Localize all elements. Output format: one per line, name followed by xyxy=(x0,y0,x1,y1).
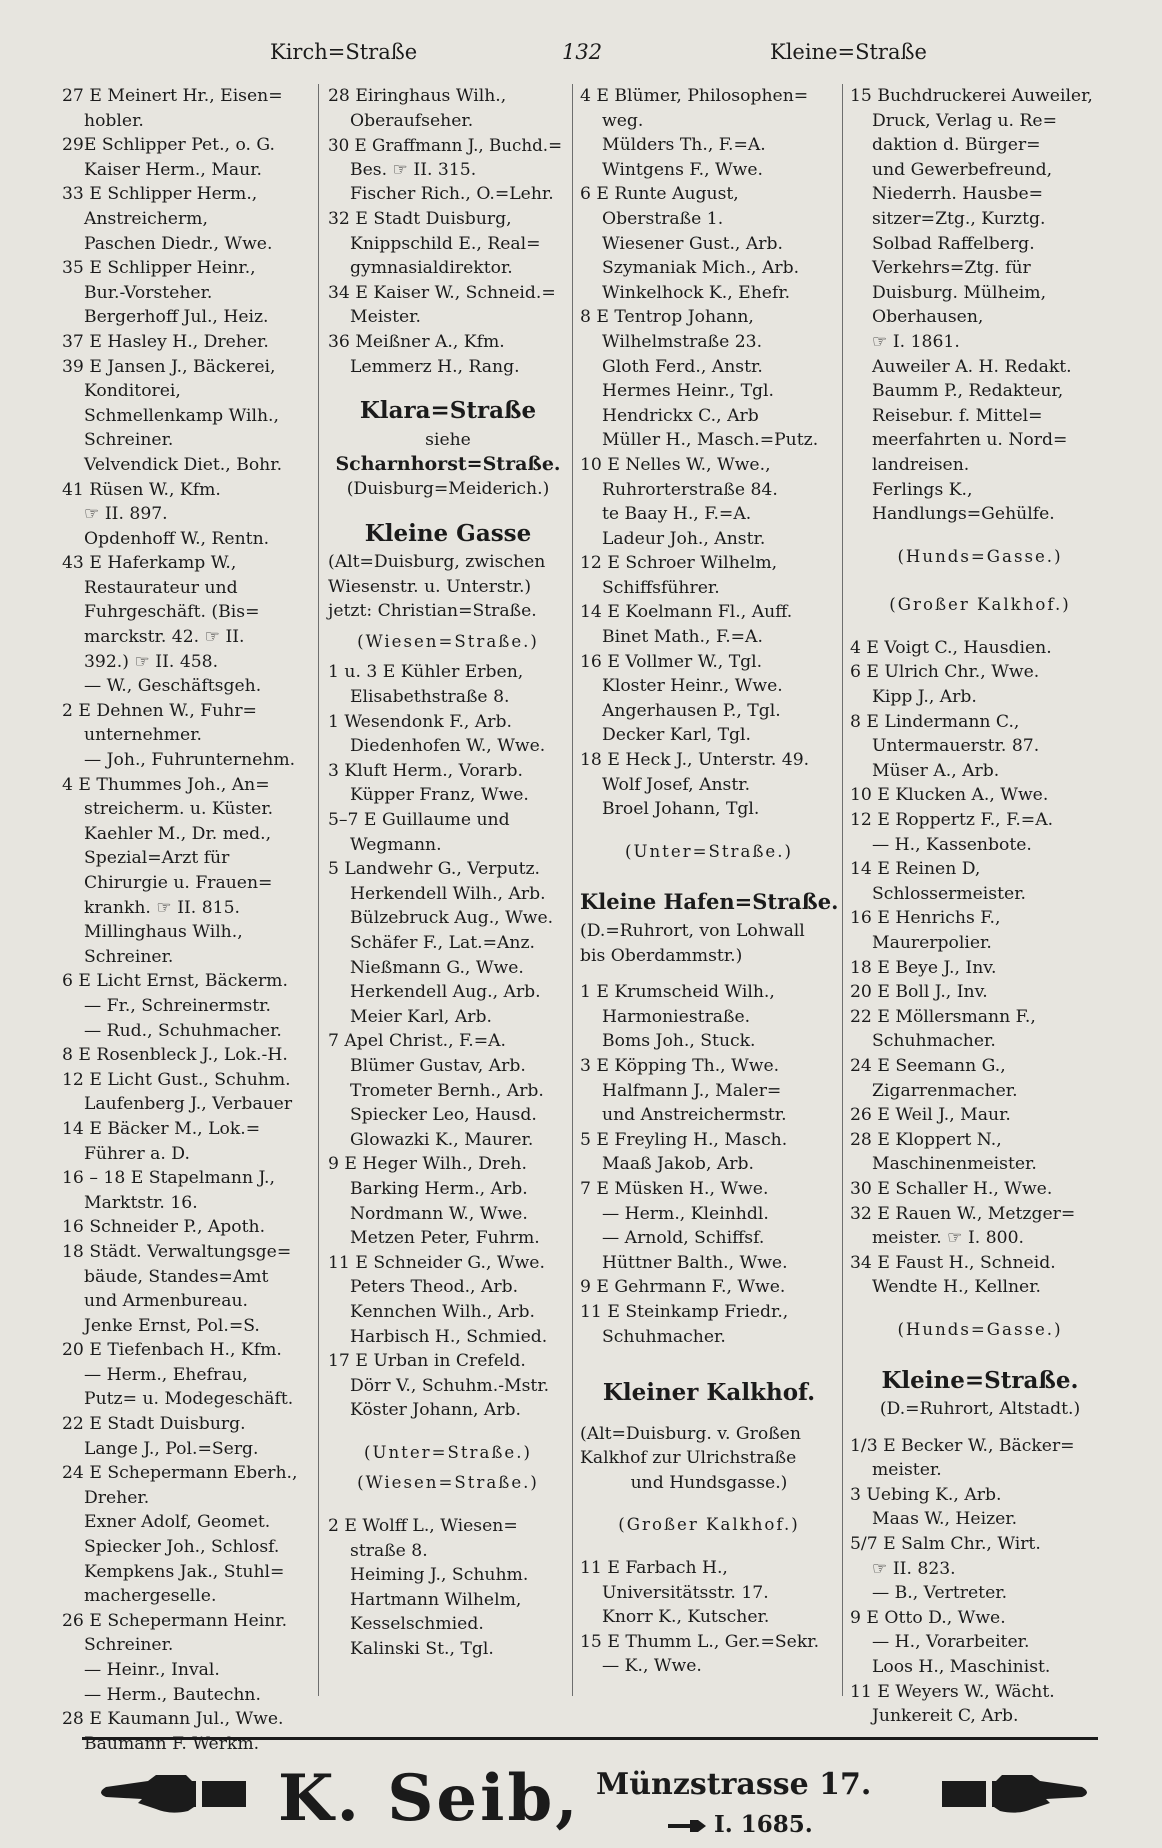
directory-entry: Untermauerstr. 87. xyxy=(872,736,1040,757)
directory-entry: straße 8. xyxy=(350,1540,428,1561)
directory-entry: 6 E Ulrich Chr., Wwe. xyxy=(850,662,1040,683)
directory-entry: 30 E Graffmann J., Buchd.= xyxy=(328,135,563,156)
spacer xyxy=(850,575,1110,587)
advertiser-name: K. Seib, xyxy=(278,1761,581,1836)
directory-entry: — Herm., Bautechn. xyxy=(84,1684,261,1705)
directory-entry: Oberhausen, xyxy=(872,307,984,328)
directory-entry: machergeselle. xyxy=(84,1586,217,1607)
directory-entry: 22 E Stadt Duisburg. xyxy=(62,1414,246,1435)
street-note: (D.=Ruhrort, Altstadt.) xyxy=(879,1399,1081,1420)
street-heading: Kleine=Straße. xyxy=(881,1366,1079,1394)
directory-entry: meister. xyxy=(872,1460,942,1481)
directory-entry: 14 E Reinen D, xyxy=(850,859,981,880)
directory-entry: unternehmer. xyxy=(84,725,203,746)
directory-entry: Müser A., Arb. xyxy=(872,760,1000,781)
directory-entry: Angerhausen P., Tgl. xyxy=(602,700,781,721)
cross-street: (Hunds=Gasse.) xyxy=(897,1319,1063,1339)
directory-entry: 3 Uebing K., Arb. xyxy=(850,1484,1002,1505)
directory-entry: Ferlings K., xyxy=(872,479,973,500)
directory-entry: Wiesener Gust., Arb. xyxy=(602,233,783,254)
directory-entry: 7 Apel Christ., F.=A. xyxy=(328,1031,506,1052)
page-header xyxy=(0,40,1162,70)
directory-entry: Hüttner Balth., Wwe. xyxy=(602,1252,788,1273)
directory-entry: 24 E Seemann G., xyxy=(850,1055,1006,1076)
directory-entry: Kesselschmied. xyxy=(350,1614,484,1635)
directory-entry: ☞ II. 823. xyxy=(872,1558,956,1579)
spacer xyxy=(580,968,838,980)
directory-entry: Meister. xyxy=(350,307,421,328)
directory-entry: Winkelhock K., Ehefr. xyxy=(602,282,791,303)
directory-entry: 16 E Henrichs F., xyxy=(850,908,1001,929)
directory-entry: daktion d. Bürger= xyxy=(872,135,1041,156)
directory-entry: und Armenbureau. xyxy=(84,1291,249,1312)
pointing-hand-right-icon xyxy=(942,1773,1092,1817)
directory-entry: 15 Buchdruckerei Auweiler, xyxy=(850,86,1093,106)
directory-entry: — K., Wwe. xyxy=(602,1656,702,1677)
directory-entry: ☞ II. 897. xyxy=(84,504,168,525)
directory-entry: 17 E Urban in Crefeld. xyxy=(328,1351,526,1372)
directory-entry: Meier Karl, Arb. xyxy=(350,1006,492,1027)
directory-entry: Dreher. xyxy=(84,1487,150,1508)
directory-entry: Schuhmacher. xyxy=(602,1326,726,1347)
spacer xyxy=(580,870,838,882)
directory-entry: Maschinenmeister. xyxy=(872,1154,1037,1175)
directory-entry: Schlossermeister. xyxy=(872,883,1026,904)
directory-entry: Halfmann J., Maler= xyxy=(602,1080,782,1101)
directory-entry: Mülders Th., F.=A. xyxy=(602,135,766,156)
directory-entry: 12 E Schroer Wilhelm, xyxy=(580,553,778,574)
directory-entry: 16 – 18 E Stapelmann J., xyxy=(62,1168,275,1189)
column-4 xyxy=(850,84,1110,1729)
directory-entry: Wolf Josef, Anstr. xyxy=(602,774,751,795)
spacer xyxy=(580,1349,838,1361)
directory-entry: 4 E Blümer, Philosophen= xyxy=(580,86,809,106)
spacer xyxy=(580,822,838,834)
directory-entry: Kloster Heinr., Wwe. xyxy=(602,676,783,697)
directory-entry: und Gewerbefreund, xyxy=(872,159,1053,180)
directory-entry: Küpper Franz, Wwe. xyxy=(350,785,529,806)
directory-entry: sitzer=Ztg., Kurztg. xyxy=(872,208,1046,229)
directory-entry: — Joh., Fuhrunternehm. xyxy=(84,750,296,771)
directory-entry: 30 E Schaller H., Wwe. xyxy=(850,1178,1053,1199)
directory-entry: 35 E Schlipper Heinr., xyxy=(62,258,256,279)
directory-entry: 14 E Koelmann Fl., Auff. xyxy=(580,602,793,623)
directory-entry: landreisen. xyxy=(872,454,970,475)
street-note: (Duisburg=Meiderich.) xyxy=(346,478,550,499)
footer-rule xyxy=(82,1737,1098,1740)
directory-entry: Oberaufseher. xyxy=(350,110,474,131)
directory-entry: Kalkhof zur Ulrichstraße xyxy=(580,1448,797,1469)
directory-entry: Jenke Ernst, Pol.=S. xyxy=(84,1315,260,1336)
directory-entry: Restaurateur und xyxy=(84,577,238,598)
directory-entry: Schreiner. xyxy=(84,946,174,967)
directory-entry: 29E Schlipper Pet., o. G. xyxy=(62,135,276,156)
directory-entry: Diedenhofen W., Wwe. xyxy=(350,736,546,757)
directory-entry: 6 E Licht Ernst, Bäckerm. xyxy=(62,971,288,992)
spacer xyxy=(580,1544,838,1556)
directory-entry: Bergerhoff Jul., Heiz. xyxy=(84,307,269,328)
directory-entry: 16 E Vollmer W., Tgl. xyxy=(580,651,763,672)
directory-entry: Binet Math., F.=A. xyxy=(602,627,763,648)
directory-entry: 32 E Rauen W., Metzger= xyxy=(850,1203,1076,1224)
directory-entry: Fischer Rich., O.=Lehr. xyxy=(350,184,554,205)
directory-entry: Spiecker Leo, Hausd. xyxy=(350,1105,537,1126)
directory-entry: Blümer Gustav, Arb. xyxy=(350,1055,526,1076)
directory-entry: 27 E Meinert Hr., Eisen= xyxy=(62,86,283,106)
directory-entry: Laufenberg J., Verbauer xyxy=(84,1094,293,1115)
directory-entry: te Baay H., F.=A. xyxy=(602,504,752,525)
directory-entry: — B., Vertreter. xyxy=(872,1583,1008,1604)
directory-entry: Schuhmacher. xyxy=(872,1031,996,1052)
directory-entry: 2 E Wolff L., Wiesen= xyxy=(328,1516,518,1537)
directory-entry: Wendte H., Kellner. xyxy=(872,1277,1042,1298)
directory-entry: Konditorei, xyxy=(84,381,181,402)
directory-entry: Schreiner. xyxy=(84,430,174,451)
directory-entry: Bes. ☞ II. 315. xyxy=(350,159,477,180)
directory-entry: Wegmann. xyxy=(350,834,442,855)
directory-entry: 28 Eiringhaus Wilh., xyxy=(328,86,507,106)
column-divider xyxy=(572,84,573,1696)
directory-entry: 8 E Lindermann C., xyxy=(850,711,1020,732)
directory-entry: Dörr V., Schuhm.-Mstr. xyxy=(350,1375,550,1396)
directory-entry: 16 Schneider P., Apoth. xyxy=(62,1217,266,1238)
directory-entry: 11 E Schneider G., Wwe. xyxy=(328,1252,545,1273)
directory-entry: streicherm. u. Küster. xyxy=(84,799,274,820)
directory-entry: 11 E Farbach H., xyxy=(580,1558,728,1579)
column-divider xyxy=(318,84,319,1696)
directory-entry: krankh. ☞ II. 815. xyxy=(84,897,241,918)
directory-entry: 1 Wesendonk F., Arb. xyxy=(328,711,512,732)
directory-entry: Schmellenkamp Wilh., xyxy=(84,405,279,426)
directory-entry: — H., Kassenbote. xyxy=(872,834,1032,855)
directory-entry: Ladeur Joh., Anstr. xyxy=(602,528,766,549)
directory-entry: Broel Johann, Tgl. xyxy=(602,799,760,820)
directory-entry: jetzt: Christian=Straße. xyxy=(328,601,537,622)
cross-street: (Wiesen=Straße.) xyxy=(357,631,539,651)
directory-entry: Harmoniestraße. xyxy=(602,1006,751,1027)
directory-entry: 41 Rüsen W., Kfm. xyxy=(62,479,221,500)
directory-entry: 8 E Tentrop Johann, xyxy=(580,307,754,328)
directory-entry: Loos H., Maschinist. xyxy=(872,1657,1051,1678)
directory-entry: Führer a. D. xyxy=(84,1143,190,1164)
directory-entry: 1 E Krumscheid Wilh., xyxy=(580,982,775,1003)
directory-entry: Schäfer F., Lat.=Anz. xyxy=(350,933,535,953)
directory-entry: Knorr K., Kutscher. xyxy=(602,1607,770,1628)
directory-entry: 4 E Thummes Joh., An= xyxy=(62,774,270,795)
directory-entry: 26 E Schepermann Heinr. xyxy=(62,1610,288,1631)
directory-entry: Glowazki K., Maurer. xyxy=(350,1129,534,1150)
directory-entry: Heiming J., Schuhm. xyxy=(350,1565,529,1586)
directory-entry: 2 E Dehnen W., Fuhr= xyxy=(62,700,257,721)
directory-entry: Niederrh. Hausbe= xyxy=(872,184,1044,205)
directory-entry: Maurerpolier. xyxy=(872,933,992,953)
directory-entry: Hendrickx C., Arb xyxy=(602,405,759,426)
directory-entry: 5 E Freyling H., Masch. xyxy=(580,1129,788,1150)
directory-entry: Reisebur. f. Mittel= xyxy=(872,405,1043,426)
directory-entry: meerfahrten u. Nord= xyxy=(872,430,1068,451)
directory-entry: Lange J., Pol.=Serg. xyxy=(84,1438,259,1459)
directory-entry: 4 E Voigt C., Hausdien. xyxy=(850,637,1052,658)
directory-entry: Hartmann Wilhelm, xyxy=(350,1589,522,1610)
directory-entry: Trometer Bernh., Arb. xyxy=(350,1080,544,1101)
column-1 xyxy=(62,84,312,1756)
directory-entry: 28 E Kaumann Jul., Wwe. xyxy=(62,1709,284,1730)
directory-entry: Zigarrenmacher. xyxy=(872,1080,1018,1101)
directory-entry: Opdenhoff W., Rentn. xyxy=(84,528,270,549)
directory-entry: Exner Adolf, Geomet. xyxy=(84,1512,271,1533)
directory-entry: Hermes Heinr., Tgl. xyxy=(602,381,774,402)
header-left-street: Kirch=Straße xyxy=(270,40,418,64)
directory-entry: (Alt=Duisburg, zwischen xyxy=(328,552,546,573)
directory-entry: Kennchen Wilh., Arb. xyxy=(350,1301,536,1322)
directory-entry: Baumann F. Werkm. xyxy=(84,1733,260,1754)
directory-entry: Chirurgie u. Frauen= xyxy=(84,873,273,893)
directory-entry: Nordmann W., Wwe. xyxy=(350,1203,528,1224)
directory-entry: 9 E Heger Wilh., Dreh. xyxy=(328,1154,527,1175)
directory-entry: Duisburg. Mülheim, xyxy=(872,282,1047,303)
cross-street: (Hunds=Gasse.) xyxy=(897,546,1063,566)
advertiser-phone xyxy=(668,1811,813,1838)
directory-entry: Herkendell Aug., Arb. xyxy=(350,982,541,1003)
directory-entry: — W., Geschäftsgeh. xyxy=(84,676,262,697)
directory-entry: Szymaniak Mich., Arb. xyxy=(602,258,800,279)
directory-entry: Maas W., Heizer. xyxy=(872,1509,1018,1530)
directory-entry: Schreiner. xyxy=(84,1635,174,1656)
directory-entry: (D.=Ruhrort, von Lohwall xyxy=(580,921,805,941)
directory-entry: Fuhrgeschäft. (Bis= xyxy=(84,602,260,623)
page-number: 132 xyxy=(562,40,603,64)
directory-entry: Auweiler A. H. Redakt. xyxy=(872,356,1072,377)
directory-entry: 39 E Jansen J., Bäckerei, xyxy=(62,356,276,377)
pointing-hand-left-icon xyxy=(96,1773,246,1817)
directory-entry: 10 E Nelles W., Wwe., xyxy=(580,454,771,475)
directory-entry: 3 E Köpping Th., Wwe. xyxy=(580,1055,780,1076)
directory-entry: 8 E Rosenbleck J., Lok.-H. xyxy=(62,1045,288,1066)
directory-entry: Universitätsstr. 17. xyxy=(602,1582,769,1603)
directory-entry: 3 Kluft Herm., Vorarb. xyxy=(328,760,523,781)
directory-entry: Spezial=Arzt für xyxy=(84,848,230,869)
directory-entry: 18 Städt. Verwaltungsge= xyxy=(62,1241,292,1262)
directory-entry: 12 E Roppertz F., F.=A. xyxy=(850,810,1054,831)
spacer xyxy=(328,1423,568,1435)
street-note: und Hundsgasse.) xyxy=(630,1472,788,1493)
directory-entry: 12 E Licht Gust., Schuhm. xyxy=(62,1069,291,1090)
street-heading: Klara=Straße xyxy=(359,397,537,425)
directory-entry: Druck, Verlag u. Re= xyxy=(872,110,1057,131)
street-note: siehe xyxy=(425,429,471,450)
spacer xyxy=(580,1361,838,1373)
directory-entry: 18 E Heck J., Unterstr. 49. xyxy=(580,750,810,771)
directory-entry: 37 E Hasley H., Dreher. xyxy=(62,331,269,352)
directory-entry: 11 E Weyers W., Wächt. xyxy=(850,1681,1055,1702)
directory-entry: — Arnold, Schiffsf. xyxy=(602,1228,765,1249)
directory-entry: Oberstraße 1. xyxy=(602,208,724,229)
directory-entry: Peters Theod., Arb. xyxy=(350,1277,519,1298)
street-reference: Scharnhorst=Straße. xyxy=(335,453,561,476)
directory-entry: 36 Meißner A., Kfm. xyxy=(328,331,505,352)
directory-entry: Barking Herm., Arb. xyxy=(350,1178,528,1199)
directory-entry: Kaehler M., Dr. med., xyxy=(84,823,272,844)
cross-street: (Großer Kalkhof.) xyxy=(889,595,1071,615)
directory-entry: 26 E Weil J., Maur. xyxy=(850,1105,1011,1126)
advertisement-footer xyxy=(80,1745,1100,1845)
directory-entry: 5–7 E Guillaume und xyxy=(328,810,510,831)
phone-number: I. 1685. xyxy=(714,1811,813,1838)
directory-entry: Marktstr. 16. xyxy=(84,1192,198,1213)
directory-entry: Kalinski St., Tgl. xyxy=(350,1639,494,1660)
directory-entry: 18 E Beye J., Inv. xyxy=(850,957,997,978)
header-right-street: Kleine=Straße xyxy=(770,40,927,64)
spacer xyxy=(850,1349,1110,1361)
directory-entry: 33 E Schlipper Herm., xyxy=(62,184,258,205)
directory-entry: bäude, Standes=Amt xyxy=(84,1266,269,1287)
directory-entry: 5 Landwehr G., Verputz. xyxy=(328,859,540,880)
directory-entry: Decker Karl, Tgl. xyxy=(602,725,751,746)
cross-street: (Wiesen=Straße.) xyxy=(357,1473,539,1493)
directory-entry: Ruhrorterstraße 84. xyxy=(602,479,778,500)
spacer xyxy=(328,1502,568,1514)
directory-entry: Verkehrs=Ztg. für xyxy=(872,258,1031,279)
directory-entry: 11 E Steinkamp Friedr., xyxy=(580,1301,789,1322)
directory-entry: meister. ☞ I. 800. xyxy=(872,1228,1024,1249)
advertiser-address: Münzstrasse 17. xyxy=(596,1767,872,1802)
telephone-icon xyxy=(668,1818,706,1834)
spacer xyxy=(328,379,568,391)
directory-entry: Boms Joh., Stuck. xyxy=(602,1031,756,1052)
directory-entry: — Fr., Schreinermstr. xyxy=(84,995,271,1016)
directory-entry: 20 E Tiefenbach H., Kfm. xyxy=(62,1340,282,1361)
spacer xyxy=(328,502,568,514)
directory-entry: Müller H., Masch.=Putz. xyxy=(602,430,819,451)
directory-entry: Elisabethstraße 8. xyxy=(350,687,510,708)
directory-entry: — Herm., Kleinhdl. xyxy=(602,1203,769,1224)
directory-entry: — H., Vorarbeiter. xyxy=(872,1632,1030,1653)
directory-entry: weg. xyxy=(602,110,644,131)
spacer xyxy=(850,1422,1110,1434)
directory-entry: Schiffsführer. xyxy=(602,577,720,598)
directory-entry: hobler. xyxy=(84,110,144,131)
directory-entry: Velvendick Diet., Bohr. xyxy=(84,454,283,475)
directory-entry: 10 E Klucken A., Wwe. xyxy=(850,785,1049,806)
cross-street: (Unter=Straße.) xyxy=(364,1442,532,1462)
directory-entry: Gloth Ferd., Anstr. xyxy=(602,356,763,377)
directory-entry: 22 E Möllersmann F., xyxy=(850,1006,1036,1027)
directory-entry: Putz= u. Modegeschäft. xyxy=(84,1389,294,1410)
directory-entry: 5/7 E Salm Chr., Wirt. xyxy=(850,1534,1041,1555)
directory-entry: 34 E Kaiser W., Schneid.= xyxy=(328,282,556,303)
directory-entry: — Rud., Schuhmacher. xyxy=(84,1020,282,1041)
directory-entry: 1 u. 3 E Kühler Erben, xyxy=(328,662,524,683)
spacer xyxy=(580,1495,838,1507)
directory-entry: 1/3 E Becker W., Bäcker= xyxy=(850,1435,1075,1456)
directory-entry: — Heinr., Inval. xyxy=(84,1660,220,1680)
directory-entry: Wiesenstr. u. Unterstr.) xyxy=(328,576,532,597)
directory-entry: Handlungs=Gehülfe. xyxy=(872,504,1055,525)
directory-entry: marckstr. 42. ☞ II. xyxy=(84,627,245,648)
directory-entry: Kaiser Herm., Maur. xyxy=(84,159,263,180)
directory-entry: Köster Johann, Arb. xyxy=(350,1400,522,1421)
directory-entry: 9 E Otto D., Wwe. xyxy=(850,1607,1006,1628)
cross-street: (Großer Kalkhof.) xyxy=(618,1515,800,1535)
directory-entry: Wilhelmstraße 23. xyxy=(602,331,763,352)
directory-entry: Harbisch H., Schmied. xyxy=(350,1326,548,1347)
street-heading: Kleine Gasse xyxy=(364,519,532,547)
column-divider xyxy=(842,84,843,1696)
directory-entry: Bülzebruck Aug., Wwe. xyxy=(350,908,554,929)
spacer xyxy=(850,1300,1110,1312)
directory-entry: Wintgens F., Wwe. xyxy=(602,159,764,180)
directory-entry: 43 E Haferkamp W., xyxy=(62,553,237,574)
directory-entry: 7 E Müsken H., Wwe. xyxy=(580,1178,769,1199)
directory-entry: Maaß Jakob, Arb. xyxy=(602,1154,754,1175)
directory-entry: und Anstreichermstr. xyxy=(602,1105,787,1126)
directory-entry: 9 E Gehrmann F., Wwe. xyxy=(580,1277,786,1298)
directory-entry: 24 E Schepermann Eberh., xyxy=(62,1463,298,1484)
directory-entry: 28 E Kloppert N., xyxy=(850,1129,1002,1150)
cross-street: (Unter=Straße.) xyxy=(625,841,793,861)
directory-entry: Herkendell Wilh., Arb. xyxy=(350,883,546,904)
directory-entry: Junkereit C, Arb. xyxy=(872,1706,1019,1727)
directory-entry: Bur.-Vorsteher. xyxy=(84,282,213,303)
column-2 xyxy=(328,84,568,1662)
spacer xyxy=(850,527,1110,539)
directory-entry: bis Oberdammstr.) xyxy=(580,945,743,966)
directory-entry: Nießmann G., Wwe. xyxy=(350,957,524,978)
directory-entry: Millinghaus Wilh., xyxy=(84,922,243,943)
directory-entry: 20 E Boll J., Inv. xyxy=(850,982,988,1003)
directory-entry: 34 E Faust H., Schneid. xyxy=(850,1252,1056,1273)
directory-entry: 32 E Stadt Duisburg, xyxy=(328,208,512,229)
directory-entry: 392.) ☞ II. 458. xyxy=(84,651,219,672)
directory-entry: Metzen Peter, Fuhrm. xyxy=(350,1228,540,1249)
street-heading: Kleine Hafen=Straße. xyxy=(580,889,839,915)
spacer xyxy=(850,624,1110,636)
spacer xyxy=(580,1410,838,1422)
directory-entry: — Herm., Ehefrau, xyxy=(84,1364,248,1385)
directory-entry: Anstreicherm, xyxy=(84,208,208,229)
directory-entry: 6 E Runte August, xyxy=(580,184,739,205)
directory-entry: Kipp J., Arb. xyxy=(872,687,977,708)
directory-entry: Knippschild E., Real= xyxy=(350,233,541,254)
directory-entry: ☞ I. 1861. xyxy=(872,331,960,352)
column-3 xyxy=(580,84,838,1679)
directory-entry: (Alt=Duisburg. v. Großen xyxy=(580,1423,801,1444)
directory-entry: Paschen Diedr., Wwe. xyxy=(84,233,273,254)
directory-entry: Kempkens Jak., Stuhl= xyxy=(84,1561,285,1582)
street-heading: Kleiner Kalkhof. xyxy=(602,1379,816,1407)
directory-entry: gymnasialdirektor. xyxy=(350,258,513,279)
directory-entry: 15 E Thumm L., Ger.=Sekr. xyxy=(580,1631,820,1652)
directory-entry: Spiecker Joh., Schlosf. xyxy=(84,1537,280,1558)
directory-entry: Baumm P., Redakteur, xyxy=(872,381,1064,402)
directory-entry: Lemmerz H., Rang. xyxy=(350,356,520,377)
directory-entry: Solbad Raffelberg. xyxy=(872,233,1035,254)
directory-entry: 14 E Bäcker M., Lok.= xyxy=(62,1118,261,1139)
